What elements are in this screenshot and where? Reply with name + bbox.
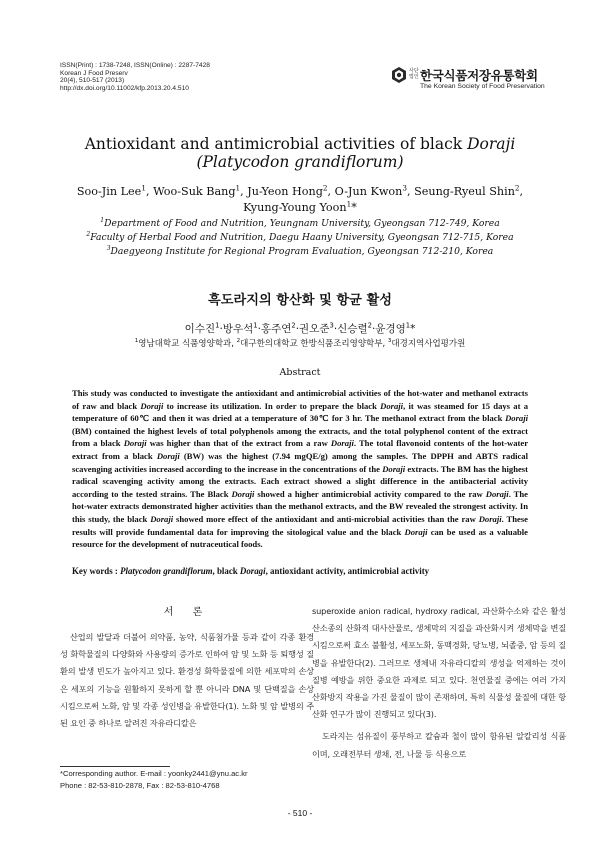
volume-pages: 20(4), 510-517 (2013)	[60, 77, 125, 85]
left-column	[60, 600, 314, 732]
author-name: O-Jun Kwon	[334, 185, 403, 198]
affiliation-2: $^2$Faculty of Herbal Food and Nutrition, Daegu Haany University, Gyeongsan 712-715, Korea	[86, 230, 514, 243]
korean-affiliation-text: 대경지역사업평가원	[391, 339, 466, 349]
abstract-heading: Abstract	[279, 367, 321, 378]
keywords-label: Key words :	[72, 566, 121, 576]
keyword-text: , antioxidant activity, antimicrobial activity	[265, 566, 430, 576]
footnote-divider	[60, 766, 170, 767]
society-prefix: 사단법인	[409, 68, 419, 80]
society-emblem-icon	[390, 66, 408, 84]
korean-author-name: 권오준	[299, 323, 330, 335]
corresponding-author: *Corresponding author. E-mail : yoonky2441@ynu.ac.kr	[60, 769, 248, 778]
author-separator: ,	[406, 185, 415, 198]
korean-author-list	[40, 321, 560, 336]
korean-author-affiliation-mark: 1	[215, 321, 220, 330]
korean-author-separator: ·	[219, 323, 223, 335]
abstract-italic-term: Doraji	[382, 463, 406, 474]
author-separator: ,	[240, 185, 248, 198]
abstract-italic-term: Doraji	[330, 438, 354, 449]
korean-author-name: 신승렬	[337, 323, 368, 335]
abstract-text: showed more effect of the antioxidant and anti-microbial activities than the raw	[173, 513, 479, 524]
abstract-text: was higher than that of the extract from a raw	[146, 438, 331, 449]
author-affiliation-mark: 2	[514, 183, 520, 193]
author-affiliation-mark: 2	[322, 183, 328, 193]
korean-author-affiliation-mark: 2	[367, 321, 372, 330]
keyword-italic-term: Doragi	[239, 566, 266, 576]
title-doraji: Doraji	[467, 135, 516, 153]
author-list-line1	[40, 185, 560, 198]
affiliation-1: $^1$Department of Food and Nutrition, Yeungnam University, Gyeongsan 712-749, Korea	[100, 216, 500, 229]
author-affiliation-mark: 3	[402, 183, 407, 193]
korean-author-separator: ·	[295, 323, 300, 335]
korean-affiliation-mark: 1	[134, 338, 139, 345]
issn: ISSN(Print) : 1738-7248, ISSN(Online) : 2287-7428	[60, 62, 210, 69]
author-name: Soo-Jin Lee	[76, 185, 142, 198]
korean-author-name: 윤경영	[375, 323, 406, 335]
paper-title-line1: Antioxidant and antimicrobial activities of black Doraji	[84, 135, 516, 153]
korean-author-affiliation-mark: 1	[253, 321, 258, 330]
abstract-italic-term: Doraji	[231, 488, 255, 499]
abstract-text: . The total flavonoid contents of the hot-water extract from a black	[72, 438, 529, 461]
abstract-text: (BW) was the highest (7.94 mgQE/g) among the samples. The DPPH and ABTS radical scavenging activities increased according to the increase in the concentrations of the	[72, 450, 528, 474]
author-affiliation-mark: 1	[346, 199, 352, 209]
abstract-text: can be used as a valuable resource for the development of nutraceutical foods.	[72, 526, 528, 550]
keyword-text: , black	[212, 566, 240, 576]
abstract-body	[72, 387, 528, 551]
korean-author-name: 이수진	[184, 323, 216, 335]
abstract-text: This study was conducted to investigate the antioxidant and antimicrobial activities of the hot-water and methanol extracts of raw and black	[72, 388, 528, 411]
abstract-text: to increase its utilization. In order to prepare the black	[163, 400, 381, 411]
author-separator: ,	[145, 185, 154, 198]
journal-name: Korean J Food Preserv	[60, 69, 128, 77]
abstract-text: extracts. The BM has the highest radical scavenging activity among the extracts. Each extract showed a slight difference in the antibacterial activity according to the tested strains. The Black	[72, 463, 528, 499]
abstract-italic-term: Doraji	[150, 513, 174, 524]
journal-info	[60, 62, 330, 92]
keyword-italic-term: Platycodon grandiflorum	[120, 566, 213, 576]
society-name-english: The Korean Society of Food Preservation	[420, 83, 545, 90]
abstract-text: . The hot-water extracts demonstrated higher activities than the methanol extracts, and the BW revealed the strongest activity. In this study, the black	[72, 488, 528, 524]
abstract-text: (BM) contained the highest levels of total polyphenols among the extracts, and the total polyphenol content of the extract from a black	[72, 425, 528, 449]
korean-affiliation-mark: 2	[236, 338, 241, 345]
korean-affiliation-text: 대구한의대학교 한방식품조리영양학부,	[240, 339, 388, 349]
keywords	[72, 566, 532, 576]
korean-affiliations	[40, 337, 560, 349]
korean-author-name: 방우석	[222, 323, 254, 335]
korean-title: 흑도라지의 항산화 및 항균 활성	[208, 293, 392, 308]
abstract-italic-term: Doraji	[404, 526, 428, 537]
intro-paragraph-2: superoxide anion radical, hydroxy radical, 과산화수소와 같은 활성산소종의 산화적 대사산물로, 생체막의 지질을 과산화시켜 생체막을 변질시킴으로써 효소 불활성, 세포노화, 동맥경화, 당뇨병, 뇌졸중, 암 등의 질병을 유발한다(2). 그러므로 생체내 자유라디칼의 생성을 억제하는 것이 질병 예방을 위한 중요한 과제로 되고 있다. 천연물질 중에는 여러 가지 산화방지 작용을 가진 물질이 많이 존재하며, 특히 식물성 물질에 대한 항산화 연구가 많이 진행되고 있다(3).	[312, 606, 566, 720]
author-name: Woo-Suk Bang	[153, 185, 236, 198]
korean-author-affiliation-mark: 2	[291, 321, 296, 330]
section-heading-introduction: 서 론	[163, 607, 211, 618]
author-name: Kyung-Young Yoon	[243, 201, 347, 214]
intro-paragraph-1: 산업의 발달과 더불어 의약품, 농약, 식품첨가물 등과 같이 각종 환경성 화학물질의 다양화와 사용량의 증가로 인하여 암 및 노화 등 퇴행성 질환의 발생 빈도가 높아지고 있다. 환경성 화학물질에 의한 세포막의 손상은 세포의 기능을 원활하지 못하게 할 뿐 아니라 DNA 및 단백질을 손상시킴으로써 노화, 암 및 각종 성인병을 유발한다(1). 노화 및 암 발병의 주된 요인 중 하나로 알려진 자유라디칼은	[60, 632, 314, 729]
korean-author-affiliation-mark: 1	[405, 321, 411, 330]
korean-author-separator: ·	[333, 323, 338, 335]
korean-affiliation-mark: 3	[387, 338, 392, 345]
keywords-list	[120, 566, 429, 576]
right-column	[312, 603, 566, 763]
abstract-italic-term: Doraji	[505, 413, 528, 424]
author-name: Ju-Yeon Hong	[247, 185, 323, 198]
author-separator: *	[351, 201, 357, 214]
abstract-italic-term: Doraji	[156, 450, 180, 461]
author-name: Seung-Ryeul Shin	[414, 185, 515, 198]
author-separator: ,	[327, 185, 335, 198]
korean-author-separator: ·	[257, 323, 261, 335]
abstract-italic-term: Doraji	[140, 400, 164, 411]
paper-title-line2: (Platycodon grandiflorum)	[196, 153, 404, 171]
affiliation-3: $^3$Daegyeong Institute for Regional Program Evaluation, Gyeongsan 712-210, Korea	[106, 244, 494, 257]
abstract-text: , it was steamed for 15 days at a temperature of 60℃ and then it was dried at a temperature of 30℃ for 3 hr. The methanol extract from the black	[72, 400, 528, 424]
abstract-italic-term: Doraji	[478, 513, 502, 524]
footnote	[60, 768, 314, 791]
korean-author-separator: *	[410, 323, 416, 335]
contact-phone-fax: Phone : 82-53-810-2878, Fax : 82-53-810-4768	[60, 780, 220, 790]
abstract-text: showed a higher antimicrobial activity compared to the raw	[254, 488, 486, 499]
korean-author-affiliation-mark: 3	[329, 321, 334, 330]
author-list-line2	[40, 201, 560, 214]
doi-link[interactable]: http://dx.doi.org/10.11002/kfp.2013.20.4.510	[60, 84, 189, 92]
korean-author-separator: ·	[371, 323, 376, 335]
korean-author-name: 홍주연	[260, 323, 292, 335]
page-number: - 510 -	[287, 808, 313, 818]
author-affiliation-mark: 1	[235, 183, 241, 193]
abstract-italic-term: Doraji	[123, 438, 147, 449]
author-affiliation-mark: 1	[141, 183, 146, 193]
abstract-text: . These results will provide fundamental data for improving the sitological value and the black	[72, 513, 528, 537]
society-name-korean: 한국식품저장유통학회	[420, 68, 538, 83]
korean-affiliation-text: 영남대학교 식품영양학과,	[138, 339, 237, 349]
abstract-italic-term: Doraji	[485, 488, 509, 499]
author-separator: ,	[519, 185, 524, 198]
intro-paragraph-3: 도라지는 섬유질이 풍부하고 칼슘과 철이 많이 함유된 알칼리성 식품이며, 오래전부터 생채, 전, 나물 등 식용으로	[312, 731, 566, 759]
society-logo	[390, 65, 550, 95]
abstract-italic-term: Doraji	[380, 400, 404, 411]
